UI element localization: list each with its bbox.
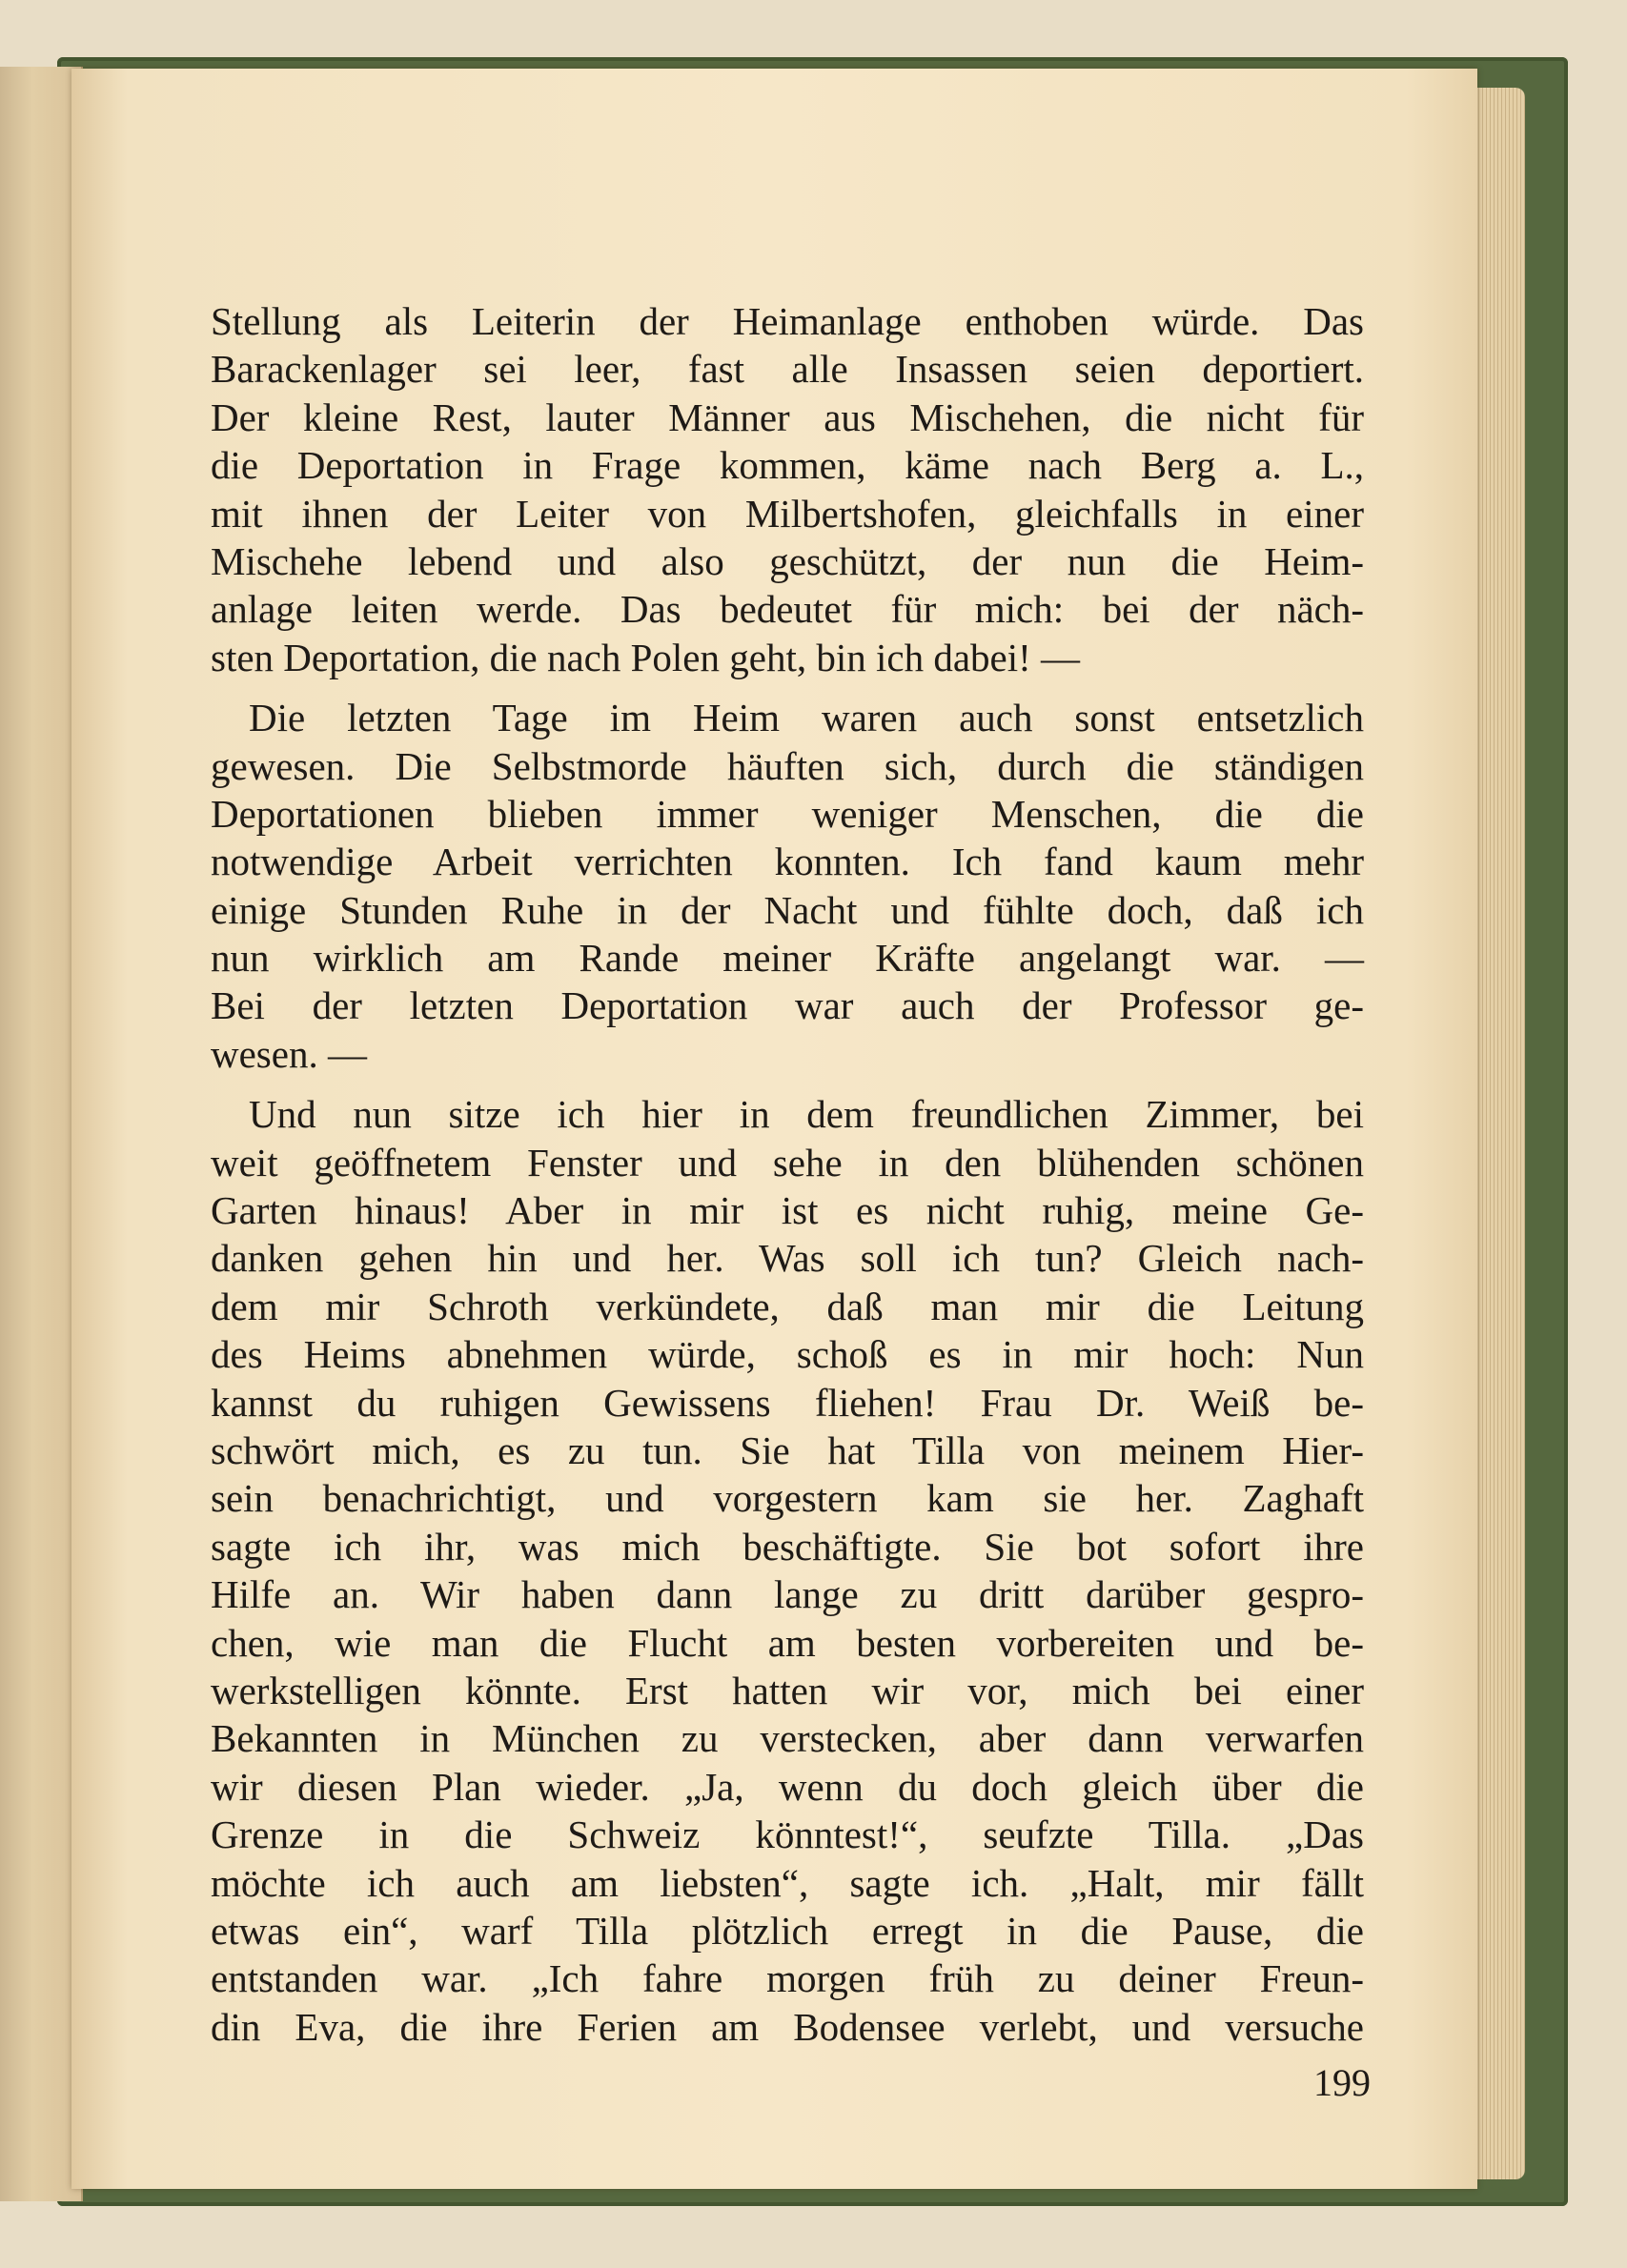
text-line: werkstelligen könnte. Erst hatten wir vor, mich bei einer [211, 1668, 1364, 1712]
text-line: notwendige Arbeit verrichten konnten. Ich fand kaum mehr [211, 840, 1364, 884]
text-line: Barackenlager sei leer, fast alle Insassen seien deportiert. [211, 347, 1364, 392]
text-line: Bei der letzten Deportation war auch der Professor ge- [211, 983, 1364, 1028]
text-line: wir diesen Plan wieder. „Ja, wenn du doch gleich über die [211, 1764, 1364, 1809]
text-line: nun wirklich am Rande meiner Kräfte angelangt war. — [211, 936, 1364, 981]
text-line: Mischehe lebend und also geschützt, der nun die Heim- [211, 538, 1364, 583]
text-line: schwört mich, es zu tun. Sie hat Tilla von meinem Hier- [211, 1428, 1364, 1472]
paragraph [211, 297, 1364, 681]
text-line: entstanden war. „Ich fahre morgen früh zu deiner Freun- [211, 1956, 1364, 2001]
text-line: anlage leiten werde. Das bedeutet für mich: bei der näch- [211, 587, 1364, 632]
text-line: kannst du ruhigen Gewissens fliehen! Frau Dr. Weiß be- [211, 1380, 1364, 1425]
text-line: Die letzten Tage im Heim waren auch sonst entsetzlich [249, 696, 1364, 740]
text-line: danken gehen hin und her. Was soll ich tun? Gleich nach- [211, 1236, 1364, 1281]
paragraph [211, 694, 1364, 1078]
text-line: Bekannten in München zu verstecken, aber dann verwarfen [211, 1716, 1364, 1761]
text-line: din Eva, die ihre Ferien am Bodensee verlebt, und versuche [211, 2004, 1364, 2049]
page-number: 199 [1313, 2061, 1371, 2104]
text-line: Stellung als Leiterin der Heimanlage enthoben würde. Das [211, 299, 1364, 343]
text-line: Deportationen blieben immer weniger Menschen, die die [211, 791, 1364, 836]
text-line: gewesen. Die Selbstmorde häuften sich, durch die ständigen [211, 743, 1364, 788]
text-line: sein benachrichtigt, und vorgestern kam sie her. Zaghaft [211, 1476, 1364, 1521]
text-line: des Heims abnehmen würde, schoß es in mir hoch: Nun [211, 1332, 1364, 1377]
paragraph [211, 1090, 1364, 2051]
text-line: Grenze in die Schweiz könntest!“, seufzte Tilla. „Das [211, 1812, 1364, 1857]
text-line: sagte ich ihr, was mich beschäftigte. Sie bot sofort ihre [211, 1524, 1364, 1569]
text-line: möchte ich auch am liebsten“, sagte ich. „Halt, mir fällt [211, 1860, 1364, 1905]
text-line: chen, wie man die Flucht am besten vorbereiten und be- [211, 1620, 1364, 1665]
text-line: Und nun sitze ich hier in dem freundlichen Zimmer, bei [249, 1092, 1364, 1137]
body-text [211, 297, 1364, 2051]
book-page [71, 69, 1477, 2189]
text-line: sten Deportation, die nach Polen geht, bin ich dabei! — [211, 635, 1081, 679]
previous-page-edge [0, 67, 83, 2201]
text-line: dem mir Schroth verkündete, daß man mir die Leitung [211, 1284, 1364, 1328]
text-line: Hilfe an. Wir haben dann lange zu dritt darüber gespro- [211, 1572, 1364, 1617]
text-line: Der kleine Rest, lauter Männer aus Mischehen, die nicht für [211, 395, 1364, 439]
text-line: weit geöffnetem Fenster und sehe in den blühenden schönen [211, 1140, 1364, 1185]
paragraph-gap [211, 1078, 1364, 1090]
text-line: Garten hinaus! Aber in mir ist es nicht ruhig, meine Ge- [211, 1188, 1364, 1233]
text-line: etwas ein“, warf Tilla plötzlich erregt in die Pause, die [211, 1908, 1364, 1953]
text-line: einige Stunden Ruhe in der Nacht und fühlte doch, daß ich [211, 887, 1364, 932]
text-line: mit ihnen der Leiter von Milbertshofen, gleichfalls in einer [211, 491, 1364, 536]
paragraph-gap [211, 681, 1364, 694]
text-line: die Deportation in Frage kommen, käme nach Berg a. L., [211, 443, 1364, 488]
text-line: wesen. — [211, 1031, 367, 1076]
